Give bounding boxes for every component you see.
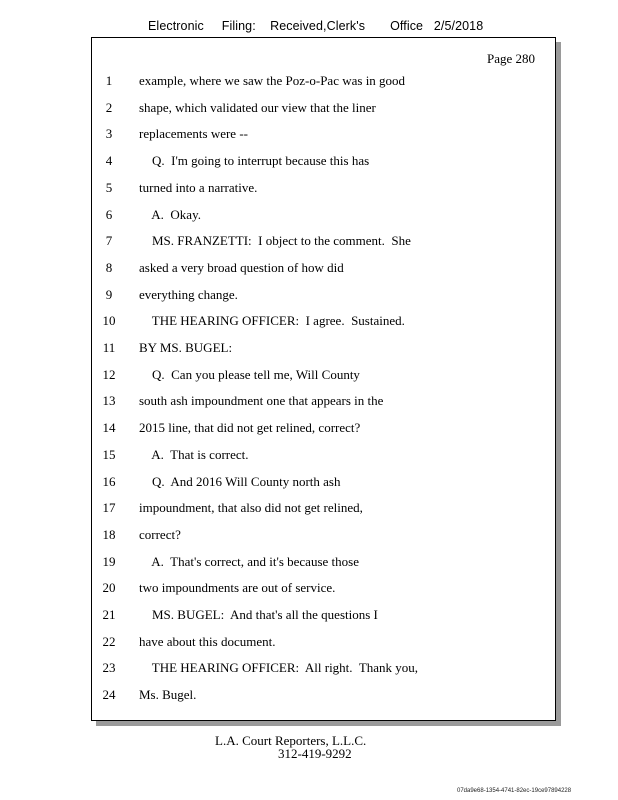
line-text: turned into a narrative. [139,179,258,195]
line-text: Ms. Bugel. [139,687,197,703]
line-number: 12 [102,366,116,382]
line-text: impoundment, that also did not get relined, [139,500,363,516]
line-number: 9 [105,286,113,302]
line-text: MS. FRANZETTI: I object to the comment. She [139,233,411,249]
line-number: 21 [102,607,116,622]
line-text: have about this document. [139,633,276,649]
line-number: 8 [105,259,113,275]
transcript-page [91,37,556,721]
line-text: two impoundments are out of service. [139,580,336,596]
transcript-line [92,287,555,307]
line-text: replacements were -- [139,126,248,142]
line-number: 6 [105,206,113,222]
line-number: 14 [102,420,116,436]
reporter-phone: 312-419-9292 [278,746,352,761]
line-number: 18 [102,526,116,542]
line-text: BY MS. BUGEL: [139,340,233,355]
transcript-line [92,367,555,387]
line-number: 3 [105,126,113,142]
transcript-line [92,126,555,146]
line-text: Q. Can you please tell me, Will County [139,366,360,382]
line-text: everything change. [139,286,238,302]
transcript-line [92,474,555,494]
transcript-line [92,207,555,227]
filing-stamp: Electronic Filing: Received,Clerk's Office 2/5/2018 [148,19,484,33]
transcript-line [92,500,555,520]
line-number: 16 [102,473,116,489]
transcript-line [92,527,555,547]
line-text: shape, which validated our view that the liner [139,99,376,115]
line-number: 1 [105,73,113,88]
line-number: 23 [102,660,116,676]
line-text: 2015 line, that did not get relined, correct? [139,420,361,436]
line-number: 11 [102,340,116,355]
transcript-line [92,153,555,173]
line-number: 10 [102,313,116,329]
line-number: 22 [102,633,116,649]
line-text: asked a very broad question of how did [139,259,344,275]
line-number: 17 [102,500,116,516]
line-number: 4 [105,153,113,169]
transcript-line [92,340,555,360]
line-number: 13 [102,393,116,409]
line-number: 15 [102,446,116,462]
transcript-line [92,233,555,253]
transcript-line [92,634,555,654]
transcript-line [92,313,555,333]
line-text: A. Okay. [139,206,201,222]
document-id: 07da9e68-1354-4741-82ec-19ce97894228 [457,788,572,794]
line-number: 24 [102,687,116,703]
line-number: 5 [105,179,113,195]
transcript-line [92,393,555,413]
line-text: Q. I'm going to interrupt because this has [139,153,370,169]
page-number: Page 280 [486,51,535,66]
transcript-line [92,580,555,600]
transcript-line [92,554,555,574]
transcript-line [92,73,555,93]
transcript-line [92,420,555,440]
line-number: 19 [102,553,116,569]
transcript-line [92,260,555,280]
transcript-line [92,447,555,467]
transcript-line [92,660,555,680]
transcript-line [92,100,555,120]
reporter-name: L.A. Court Reporters, L.L.C. [215,733,367,748]
line-text: THE HEARING OFFICER: All right. Thank you, [139,660,419,676]
line-text: south ash impoundment one that appears in the [139,393,384,409]
line-number: 2 [105,99,113,115]
line-number: 7 [105,233,113,249]
transcript-line [92,180,555,200]
line-text: A. That is correct. [139,446,249,462]
line-text: correct? [139,526,181,542]
line-text: MS. BUGEL: And that's all the questions I [139,607,378,622]
line-text: A. That's correct, and it's because those [139,553,359,569]
line-text: example, where we saw the Poz-o-Pac was in good [139,73,406,88]
line-text: Q. And 2016 Will County north ash [139,473,341,489]
line-number: 20 [102,580,116,596]
transcript-line [92,687,555,707]
line-text: THE HEARING OFFICER: I agree. Sustained. [139,313,405,329]
transcript-line [92,607,555,627]
